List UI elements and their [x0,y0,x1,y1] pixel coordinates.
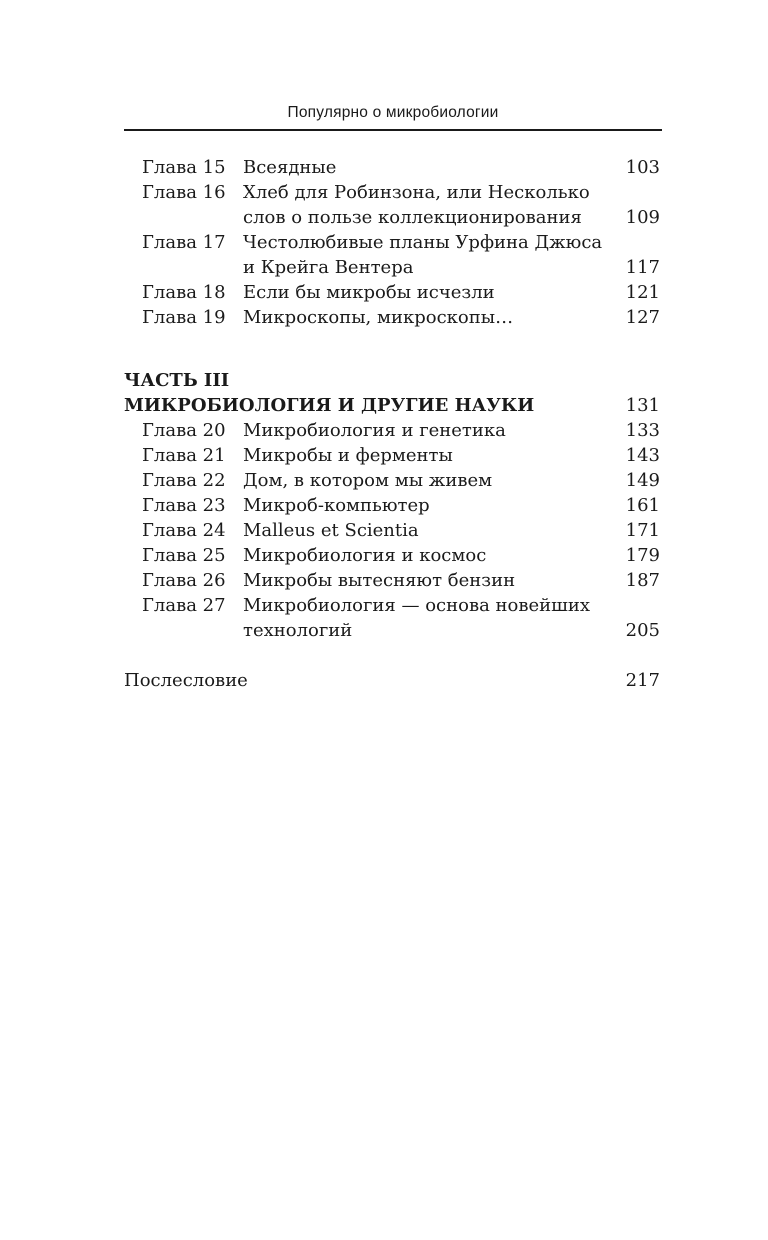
chapter-label: Глава 27 [142,595,226,616]
chapter-label: Глава 23 [142,495,226,516]
chapter-label: Глава 19 [142,307,226,328]
chapter-label: Глава 21 [142,445,226,466]
chapter-title: Всеядные [243,157,337,178]
chapter-label: Глава 20 [142,420,226,441]
toc-entry-24[interactable] [124,518,660,543]
page-number: 205 [625,620,660,641]
chapter-label: Глава 26 [142,570,226,591]
chapter-title-line: слов о пользе коллекционирования [243,207,582,228]
page-number: 187 [625,570,660,591]
page-number: 103 [625,157,660,178]
toc-entry-15[interactable] [124,155,660,180]
toc-entry-18[interactable] [124,280,660,305]
page-number: 131 [625,395,660,416]
part-label: ЧАСТЬ III [124,370,230,391]
chapter-label: Глава 16 [142,182,226,203]
toc-entry-19[interactable] [124,305,660,330]
chapter-title: Микробиология и генетика [243,420,506,441]
chapter-title: Микроб-компьютер [243,495,430,516]
page-number: 109 [625,207,660,228]
afterword-title: Послесловие [124,670,248,691]
chapter-title-line: Хлеб для Робинзона, или Несколько [243,182,590,203]
chapter-title: Микробы и ферменты [243,445,453,466]
toc-entry-23[interactable] [124,493,660,518]
chapter-label: Глава 22 [142,470,226,491]
page-number: 217 [625,670,660,691]
running-head: Популярно о микробиологии [287,104,499,121]
toc-entry-part-3[interactable] [124,393,660,418]
page-number: 117 [625,257,660,278]
page-number: 171 [625,520,660,541]
chapter-title: Микробы вытесняют бензин [243,570,516,591]
page-number: 143 [625,445,660,466]
page-number: 127 [625,307,660,328]
chapter-label: Глава 17 [142,232,226,253]
toc-entry-27[interactable] [124,593,660,643]
header-rule [124,129,662,131]
chapter-title: Дом, в котором мы живем [243,470,493,491]
chapter-title-line: и Крейга Вентера [243,257,414,278]
chapter-title: Микробиология и космос [243,545,487,566]
chapter-label: Глава 18 [142,282,226,303]
chapter-title: Если бы микробы исчезли [243,282,495,303]
chapter-title: Микроскопы, микроскопы… [243,307,514,328]
part-title: МИКРОБИОЛОГИЯ И ДРУГИЕ НАУКИ [124,395,535,416]
chapter-label: Глава 25 [142,545,226,566]
toc-entry-22[interactable] [124,468,660,493]
chapter-title-line: Честолюбивые планы Урфина Джюса [243,232,603,253]
page-number: 149 [625,470,660,491]
toc-entry-25[interactable] [124,543,660,568]
toc-entry-20[interactable] [124,418,660,443]
toc-entry-26[interactable] [124,568,660,593]
chapter-title: Malleus et Scientia [243,520,419,541]
toc-entry-21[interactable] [124,443,660,468]
toc-entry-afterword[interactable] [124,668,660,693]
page-number: 121 [625,282,660,303]
page-number: 161 [625,495,660,516]
toc-entry-16[interactable] [124,180,660,230]
page-number: 133 [625,420,660,441]
table-of-contents [124,155,660,693]
chapter-label: Глава 15 [142,157,226,178]
page-number: 179 [625,545,660,566]
chapter-title-line: Микробиология — основа новейших [243,595,591,616]
chapter-label: Глава 24 [142,520,226,541]
toc-entry-17[interactable] [124,230,660,280]
chapter-title-line: технологий [243,620,353,641]
